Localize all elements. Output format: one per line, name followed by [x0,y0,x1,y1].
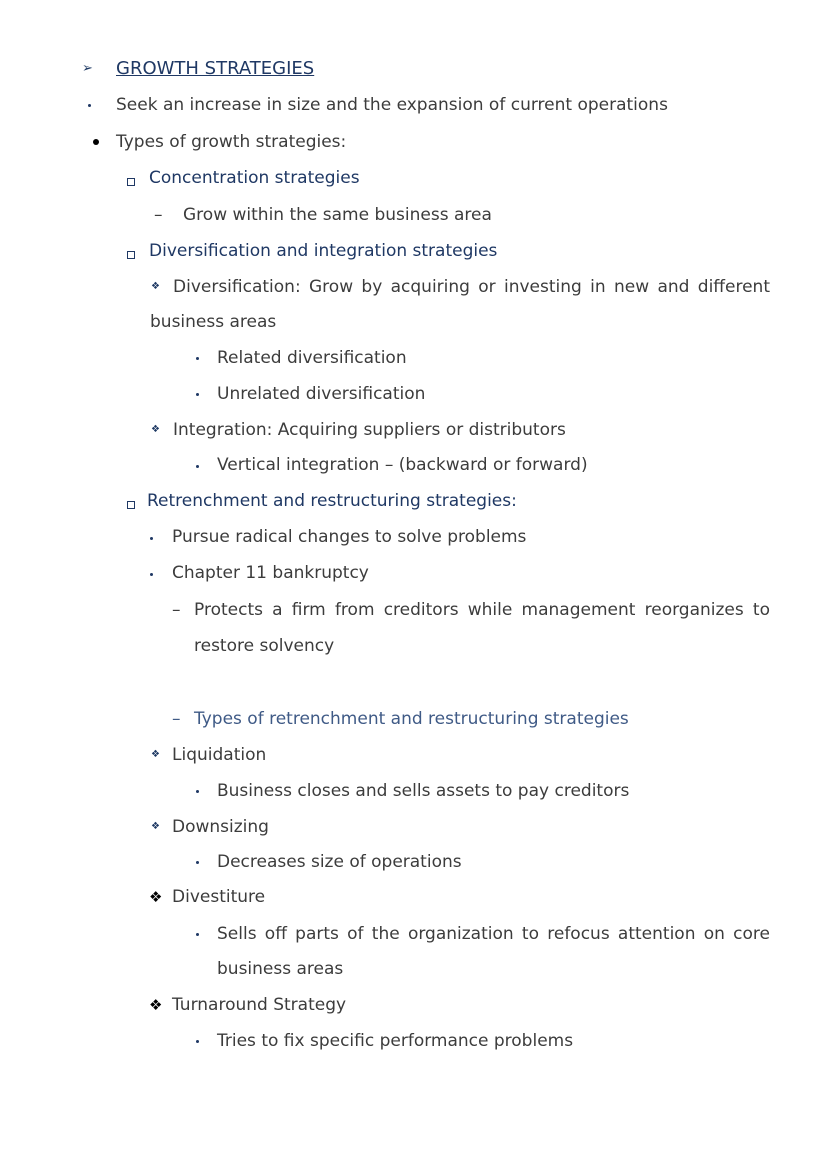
dash-bullet-icon: – [154,205,163,225]
list-item-decreases: Decreases size of operations [217,852,462,872]
list-item-diversification-line1: Diversification: Grow by acquiring or investing in new and different [173,277,770,297]
bullet-dot-icon [88,104,91,107]
list-item-integration: Integration: Acquiring suppliers or distributors [173,420,566,440]
diamond-bullet-icon: ❖ [151,281,160,292]
list-item-protects-line2: restore solvency [194,636,335,656]
list-item-business-closes: Business closes and sells assets to pay creditors [217,781,630,801]
list-item-types: Types of growth strategies: [116,132,347,152]
diamond-bullet-icon: ❖ [151,424,160,435]
square-bullet-icon [127,251,135,259]
subheading-concentration: Concentration strategies [149,168,360,188]
list-item-diversification-line2: business areas [150,312,277,332]
bullet-dot-icon [196,933,199,936]
bullet-dot-icon [150,537,153,540]
list-item-sells-off-line1: Sells off parts of the organization to refocus attention on core [217,924,770,944]
dash-bullet-icon: – [172,600,181,620]
bullet-dot-icon [196,357,199,360]
list-item-tries: Tries to fix specific performance problems [217,1031,574,1051]
list-item-unrelated: Unrelated diversification [217,384,426,404]
list-item-related: Related diversification [217,348,407,368]
square-bullet-icon [127,501,135,509]
square-bullet-icon [127,178,135,186]
diamond-bullet-icon: ❖ [151,821,160,832]
list-item-grow-within: Grow within the same business area [183,205,492,225]
bullet-dot-icon [93,139,99,145]
list-item-pursue: Pursue radical changes to solve problems [172,527,527,547]
arrow-bullet-icon: ➢ [82,61,93,76]
bullet-dot-icon [196,393,199,396]
bullet-dot-icon [150,573,153,576]
list-item-vertical: Vertical integration – (backward or forward) [217,455,588,475]
list-item-chapter11: Chapter 11 bankruptcy [172,563,369,583]
diamond-bullet-icon: ❖ [151,749,160,760]
subheading-retrenchment: Retrenchment and restructuring strategies: [147,491,517,511]
bullet-dot-icon [196,790,199,793]
list-item-turnaround: Turnaround Strategy [172,995,347,1015]
bullet-dot-icon [196,465,199,468]
list-item-types-retrenchment: Types of retrenchment and restructuring strategies [194,709,629,729]
list-item-protects-line1: Protects a firm from creditors while management reorganizes to [194,600,770,620]
dash-bullet-icon: – [172,709,181,729]
list-item-divestiture: Divestiture [172,887,266,907]
diamond-bullet-icon: ❖ [149,996,163,1014]
section-heading: GROWTH STRATEGIES [116,58,315,79]
list-item-seek: Seek an increase in size and the expansion of current operations [116,95,668,115]
list-item-downsizing: Downsizing [172,817,269,837]
subheading-diversification-integration: Diversification and integration strategies [149,241,498,261]
list-item-sells-off-line2: business areas [217,959,344,979]
list-item-liquidation: Liquidation [172,745,267,765]
bullet-dot-icon [196,1040,199,1043]
diamond-bullet-icon: ❖ [149,888,163,906]
bullet-dot-icon [196,861,199,864]
